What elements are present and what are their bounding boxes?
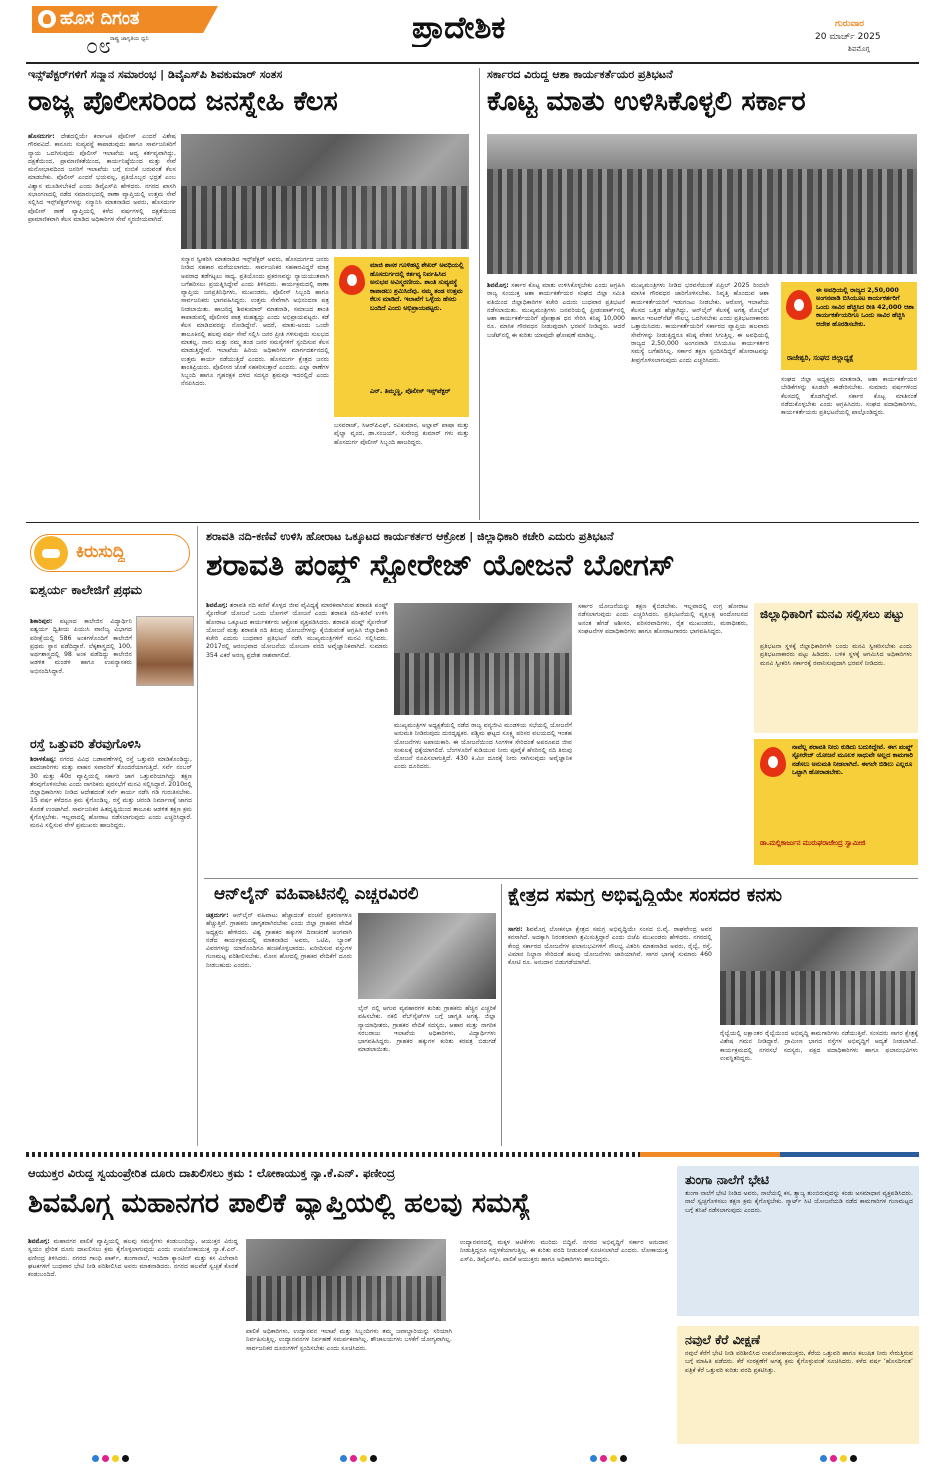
story6-kicker: ಆಯುಕ್ತರ ವಿರುದ್ಧ ಸ್ವಯಂಪ್ರೇರಿತ ದೂರು ದಾಖಲಿಸಲು ಕ್ರಮ : ಲೋಕಾಯುಕ್ತ ನ್ಯಾ.ಕೆ.ಎನ್. ಫಣೀಂದ್ರ: [28, 1166, 395, 1180]
story6-col1: [28, 1238, 238, 1440]
page-number: ೦೮: [86, 34, 111, 59]
registration-mark: [112, 1455, 119, 1462]
story2-col2: ಮುಖ್ಯಮಂತ್ರಿಗಳು ನೀಡಿದ ಭರವಸೆಯಂತೆ ಏಪ್ರಿಲ್ 2025 ರಿಂದಲೇ ಮಾಸಿಕ ಗೌರವಧನ ಜಾರಿಗೊಳಿಸಬೇಕು. ನಿವೃತ್ತಿ ಹೊಂದುವ ಆಶಾ ಕಾರ್ಯಕರ್ತೆಯರಿಗೆ ಇಡುಗಂಟು ನೀಡಬೇಕು. ಆರೋಗ್ಯ ಇಲಾಖೆಯ ಕೆಲಸದ ಒತ್ತಡ ಹೆಚ್ಚಾಗಿದ್ದು, ಆನ್‌ಲೈನ್ ಕೆಲಸಕ್ಕೆ ಅಗತ್ಯ ಮೊಬೈಲ್ ಹಾಗೂ ಇಂಟರ್‌ನೆಟ್ ಸೌಲಭ್ಯ ಒದಗಿಸಬೇಕು ಎಂದು ಪ್ರತಿಭಟನಾಕಾರರು ಒತ್ತಾಯಿಸಿದರು. ಕಾರ್ಯಕರ್ತೆಯರಿಗೆ ಸರ್ಕಾರದ ವ್ಯಾಪ್ತಿಯ ಹಲವಾರು ಸೇವೆಗಳನ್ನು ನೀಡುತ್ತಿದ್ದರೂ ಕನಿಷ್ಠ ವೇತನ ಸಿಗುತ್ತಿಲ್ಲ. ಈ ಅವಧಿಯಲ್ಲಿ ರಾಜ್ಯದ 2,50,000 ಅಂಗನವಾಡಿ ಬಿಸಿಯೂಟ ಕಾರ್ಯಕರ್ತರ ಸಮಸ್ಯೆ ಬಗೆಹರಿಸಿಲ್ಲ. ಸರ್ಕಾರ ತಕ್ಷಣ ಸ್ಪಂದಿಸದಿದ್ದರೆ ಹೋರಾಟವನ್ನು ತೀವ್ರಗೊಳಿಸಲಾಗುವುದು ಎಂದು ಎಚ್ಚರಿಸಿದರು.: [631, 282, 769, 364]
issue-city: ಶಿವಮೊಗ್ಗ: [848, 45, 870, 53]
story6-headline: ಶಿವಮೊಗ್ಗ ಮಹಾನಗರ ಪಾಲಿಕೆ ವ್ಯಾಪ್ತಿಯಲ್ಲಿ ಹಲವು ಸಮಸ್ಯೆ: [28, 1188, 531, 1219]
registration-mark: [350, 1455, 357, 1462]
quote-drop-icon: [760, 747, 786, 777]
story3-side-box: [754, 603, 918, 733]
story1-quote: ಮಾಜಿ ಶಾಸಕ ಗೂಳಿಹಟ್ಟಿ ಶೇಖರ್ ಅವಧಿಯಲ್ಲಿ ಹೊಸದುರ್ಗದಲ್ಲಿ ಕರ್ತವ್ಯ ನಿರ್ವಹಿಸಿದ ಅನುಭವ ಅವಿಸ್ಮರಣೀಯ. ಶಾಂತಿ ಸುವ್ಯವಸ್ಥೆ ಕಾಪಾಡಲು ಶ್ರಮಿಸಿದೆವು. ನಮ್ಮ ತಂಡ ಉತ್ತಮ ಕೆಲಸ ಮಾಡಿದೆ. ಇಲಾಖೆಗೆ ಒಳ್ಳೆಯ ಹೆಸರು ಬಂದಿದೆ ಎಂದು ಅಭಿಪ್ರಾಯಪಟ್ಟರು.: [370, 261, 464, 312]
brief-item1-body: [30, 618, 132, 726]
story5-col1: [508, 926, 712, 1146]
logo-text: ಹೊಸ ದಿಗಂತ: [60, 8, 140, 29]
row-divider: [26, 522, 919, 523]
story6-box2: [677, 1326, 919, 1444]
story6-dateline: ಶಿವಮೊಗ್ಗ:: [28, 1238, 50, 1245]
registration-mark: [590, 1455, 597, 1462]
registration-mark: [620, 1455, 627, 1462]
registration-mark: [830, 1455, 837, 1462]
story6-photo-left: [246, 1239, 446, 1321]
story6-col3: ಉದ್ಯಾನವನದಲ್ಲಿ ಮಕ್ಕಳ ಆಟಿಕೆಗಳು ಮುರಿದು ಬಿದ್ದಿವೆ. ನಗರದ ಅಭಿವೃದ್ಧಿಗೆ ಸರ್ಕಾರ ಅನುದಾನ ನೀಡುತ್ತಿದ್ದರೂ ಸದ್ಬಳಕೆಯಾಗುತ್ತಿಲ್ಲ. ಈ ಕುರಿತು ವರದಿ ನೀಡುವಂತೆ ಸೂಚಿಸಲಾಗಿದೆ ಎಂದರು. ಲೋಕಾಯುಕ್ತ ಎಸ್‌ಪಿ, ಡಿವೈಎಸ್‌ಪಿ, ಪಾಲಿಕೆ ಆಯುಕ್ತರು ಹಾಗೂ ಅಧಿಕಾರಿಗಳು ಹಾಜರಿದ್ದರು.: [460, 1239, 668, 1263]
registration-mark: [102, 1455, 109, 1462]
brief-item2-body: [30, 756, 192, 1141]
registration-mark: [610, 1455, 617, 1462]
logo-tagline: ರಾಷ್ಟ್ರ ಜಾಗೃತಿಯ ಧ್ವನಿ: [110, 36, 149, 42]
story3-col1-text: ಶರಾವತಿ ನದಿ ಕಣಿವೆ ಕೊಳ್ಳದ ಜೀವ ವೈವಿಧ್ಯಕ್ಕೆ ಮಾರಕವಾಗಿರುವ ಶರಾವತಿ ಪಂಪ್ಡ್ ಸ್ಟೋರೇಜ್ ಯೋಜನೆ ಒಂದು ಬೋಗಸ್ ಯೋಜನೆ ಎಂದು ಶರಾವತಿ ನದಿ-ಕಣಿವೆ ಉಳಿಸಿ ಹೋರಾಟ ಒಕ್ಕೂಟದ ಕಾರ್ಯಕರ್ತರು ಆಕ್ರೋಶ ವ್ಯಕ್ತಪಡಿಸಿದರು. ಶರಾವತಿ ಪಂಪ್ಡ್ ಸ್ಟೋರೇಜ್ ಯೋಜನೆ ಮತ್ತು ಶರಾವತಿ ನದಿ ತಿರುವು ಯೋಜನೆಗಳನ್ನು ಕೈಬಿಡುವಂತೆ ಆಗ್ರಹಿಸಿ ಜಿಲ್ಲಾಧಿಕಾರಿ ಕಚೇರಿ ಎದುರು ಬುಧವಾರ ಪ್ರತಿಭಟನೆ ನಡೆಸಿ ಮುಖ್ಯಮಂತ್ರಿಗಳಿಗೆ ಮನವಿ ಸಲ್ಲಿಸಿದರು. 2017ರಲ್ಲಿ ಆರಂಭವಾದ ಯೋಜನೆಯ ಯೋಜನಾ ವರದಿ ಅವೈಜ್ಞಾನಿಕವಾಗಿದೆ. ಸುಮಾರು 354 ಎಕರೆ ಅರಣ್ಯ ಪ್ರದೇಶ ನಾಶವಾಗಲಿದೆ.: [206, 602, 388, 659]
story3-box-title: ಜಿಲ್ಲಾಧಿಕಾರಿಗೆ ಮನವಿ ಸಲ್ಲಿಸಲು ಪಟ್ಟು: [760, 607, 905, 621]
section-title: ಪ್ರಾದೇಶಿಕ: [412, 10, 506, 46]
story6-box2-title: ನವುಲೆ ಕೆರೆ ವೀಕ್ಷಣೆ: [685, 1332, 761, 1347]
story2-headline: ಕೊಟ್ಟ ಮಾತು ಉಳಿಸಿಕೊಳ್ಳಲಿ ಸರ್ಕಾರ: [487, 86, 806, 117]
quote-drop-icon: [786, 290, 812, 320]
story6-box1-title: ತುಂಗಾ ನಾಲೆಗೆ ಭೇಟಿ: [685, 1172, 770, 1187]
story4-photo: [358, 913, 496, 999]
story4-col2: ಲೈನ್ ನಲ್ಲಿ ಆಗುವ ವ್ಯವಹಾರಗಳ ಕುರಿತು ಗ್ರಾಹಕರು ಹೆಚ್ಚಿನ ಎಚ್ಚರಿಕೆ ವಹಿಸಬೇಕು. ನಕಲಿ ವೆಬ್‌ಸೈಟ್‌ಗಳ ಬಗ್ಗೆ ಜಾಗೃತಿ ಅಗತ್ಯ. ಜಿಲ್ಲಾ ನ್ಯಾಯಾಧೀಶರು, ಗ್ರಾಹಕರ ವೇದಿಕೆ ಸದಸ್ಯರು, ಆಹಾರ ಮತ್ತು ನಾಗರಿಕ ಸರಬರಾಜು ಇಲಾಖೆಯ ಅಧಿಕಾರಿಗಳು, ವಿದ್ಯಾರ್ಥಿಗಳು ಭಾಗವಹಿಸಿದ್ದರು. ಗ್ರಾಹಕರ ಹಕ್ಕುಗಳ ಕುರಿತು ಕರಪತ್ರ ಬಿಡುಗಡೆ ಮಾಡಲಾಯಿತು.: [358, 1005, 496, 1054]
story6-col2: ಪಾಲಿಕೆ ಅಧಿಕಾರಿಗಳು, ಉದ್ಯಾನವನ ಇಲಾಖೆ ಮತ್ತು ಸಿಬ್ಬಂದಿಗಳು ತಮ್ಮ ಜವಾಬ್ದಾರಿಯನ್ನು ಸರಿಯಾಗಿ ನಿರ್ವಹಿಸುತ್ತಿಲ್ಲ. ಉದ್ಯಾನವನಗಳ ನಿರ್ವಹಣೆ ಸಮರ್ಪಕವಾಗಿಲ್ಲ. ಶೌಚಾಲಯಗಳು ಬಳಕೆಗೆ ಯೋಗ್ಯವಾಗಿಲ್ಲ. ಸಾರ್ವಜನಿಕರ ದೂರುಗಳಿಗೆ ಸ್ಪಂದಿಸಬೇಕು ಎಂದು ಸೂಚಿಸಿದರು.: [246, 1328, 452, 1352]
brief-label: ಕಿರುಸುದ್ದಿ: [76, 542, 126, 562]
story1-kicker: ಇನ್ಸ್‌ಪೆಕ್ಟರ್‌ಗಳಿಗೆ ಸನ್ಮಾನ ಸಮಾರಂಭ | ಡಿವೈಎಸ್‌ಪಿ ಶಿವಕುಮಾರ್ ಸಂತಸ: [28, 68, 283, 81]
story5-dateline: ಸಾಗರ:: [508, 926, 523, 933]
registration-mark: [92, 1455, 99, 1462]
story4-headline: ಆನ್‌ಲೈನ್ ವಹಿವಾಟಿನಲ್ಲಿ ಎಚ್ಚರವಿರಲಿ: [214, 884, 419, 904]
story5-headline: ಕ್ಷೇತ್ರದ ಸಮಗ್ರ ಅಭಿವೃದ್ಧಿಯೇ ಸಂಸದರ ಕನಸು: [508, 884, 783, 906]
registration-mark: [850, 1455, 857, 1462]
story6-col1-text: ಮಹಾನಗರ ಪಾಲಿಕೆ ವ್ಯಾಪ್ತಿಯಲ್ಲಿ ಹಲವು ಸಮಸ್ಯೆಗಳು ಕಂಡುಬಂದಿದ್ದು, ಆಯುಕ್ತರ ವಿರುದ್ಧ ಸ್ವಯಂ ಪ್ರೇರಿತ ದೂರು ದಾಖಲಿಸಲು ಕ್ರಮ ಕೈಗೊಳ್ಳಲಾಗುವುದು ಎಂದು ಉಪಲೋಕಾಯುಕ್ತ ನ್ಯಾ.ಕೆ.ಎನ್. ಫಣೀಂದ್ರ ತಿಳಿಸಿದರು. ನಗರದ ಗಾಂಧಿ ಪಾರ್ಕ್, ತುಂಗಾನಾಲೆ, ಇಂದಿರಾ ಕ್ಯಾಂಟೀನ್ ಮತ್ತು ಕಸ ವಿಲೇವಾರಿ ಘಟಕಗಳಿಗೆ ಬುಧವಾರ ಭೇಟಿ ನೀಡಿ ಪರಿಶೀಲಿಸಿದ ಅವರು ಮಾತನಾಡಿದರು. ನಗರದ ಹಲವೆಡೆ ಸ್ವಚ್ಛತೆ ಕೊರತೆ ಕಂಡುಬಂದಿದೆ.: [28, 1238, 238, 1279]
brief-item2-dateline: ಶಿರಾಳಕೊಪ್ಪ:: [30, 756, 57, 763]
registration-mark: [820, 1455, 827, 1462]
story1-caption: ಬಸವರಾಜ್, ಸಿಆರ್‌ಪಿಎಫ್, ರವಿಕುಮಾರ, ಅಲ್ಲಾವ್ ಪಾಷಾ ಮತ್ತು ಪೈಲ್ವಾ ವೃಂದ, ಡಾ.ಸಂಜಯ್, ಸುರೇಂದ್ರ ಕುಮಾರ್ ಗಳು ಮತ್ತು ಹೊಸದುರ್ಗ ಪೊಲೀಸ್ ಸಿಬ್ಬಂದಿ ಹಾಜರಿದ್ದರು.: [334, 422, 469, 446]
brief-item1-photo: [136, 616, 194, 686]
quote-drop-icon: [339, 265, 365, 295]
story3-dateline: ಶಿವಮೊಗ್ಗ:: [206, 602, 228, 609]
story1-photo: [181, 134, 469, 249]
story3-headline: ಶರಾವತಿ ಪಂಪ್ಡ್ ಸ್ಟೋರೇಜ್ ಯೋಜನೆ ಬೋಗಸ್: [206, 548, 675, 583]
story1-headline: ರಾಜ್ಯ ಪೊಲೀಸರಿಂದ ಜನಸ್ನೇಹಿ ಕೆಲಸ: [28, 86, 338, 117]
registration-mark: [370, 1455, 377, 1462]
registration-mark: [840, 1455, 847, 1462]
story3-quote-by: ಡಾ.ಮಲ್ಲಿಕಾರ್ಜುನ ಮುರುಘರಾಜೇಂದ್ರ ಸ್ವಾಮೀಜಿ: [760, 839, 866, 847]
story2-col1: [487, 282, 625, 518]
story4-col1: [206, 912, 352, 1146]
color-strip-orange: [640, 1152, 780, 1157]
story3-col2: ಮುಖ್ಯಮಂತ್ರಿಗಳ ಅಧ್ಯಕ್ಷತೆಯಲ್ಲಿ ನಡೆದ ರಾಜ್ಯ ವನ್ಯಜೀವಿ ಮಂಡಳಿಯ ಸಭೆಯಲ್ಲಿ ಯೋಜನೆಗೆ ಅನುಮತಿ ನೀಡಿರುವುದು ದುರದೃಷ್ಟಕರ. ಪಶ್ಚಿಮ ಘಟ್ಟದ ಸೂಕ್ಷ್ಮ ಪರಿಸರ ವಲಯದಲ್ಲಿ ಇಂತಹ ಯೋಜನೆಗಳು ಅಪಾಯಕಾರಿ. ಈ ಯೋಜನೆಯಿಂದ ಸಿಂಗಳೀಕ ಸೇರಿದಂತೆ ಅಪರೂಪದ ಜೀವ ಸಂಕುಲಕ್ಕೆ ಧಕ್ಕೆಯಾಗಲಿದೆ. ಬೆಂಗಳೂರಿಗೆ ಕುಡಿಯುವ ನೀರು ಪೂರೈಕೆ ಹೆಸರಿನಲ್ಲಿ ನದಿ ತಿರುವು ಯೋಜನೆ ರೂಪಿಸಲಾಗುತ್ತಿದೆ. 430 ಕಿ.ಮೀ ದೂರಕ್ಕೆ ನೀರು ಸಾಗಿಸುವುದು ಅವೈಜ್ಞಾನಿಕ ಎಂದು ದೂರಿದರು.: [394, 722, 572, 771]
story3-col3: ಸರ್ಕಾರ ಯೋಜನೆಯನ್ನು ತಕ್ಷಣ ಕೈಬಿಡಬೇಕು. ಇಲ್ಲವಾದಲ್ಲಿ ಉಗ್ರ ಹೋರಾಟ ನಡೆಸಲಾಗುವುದು ಎಂದು ಎಚ್ಚರಿಸಿದರು. ಪ್ರತಿಭಟನೆಯಲ್ಲಿ ವೃಕ್ಷಲಕ್ಷ ಆಂದೋಲನದ ಅನಂತ ಹೆಗಡೆ ಅಶೀಸರ, ಪರಿಸರವಾದಿಗಳು, ರೈತ ಮುಖಂಡರು, ಮಠಾಧೀಶರು, ಸಂಘಟನೆಗಳ ಪದಾಧಿಕಾರಿಗಳು ಹಾಗೂ ಹೋರಾಟಗಾರರು ಭಾಗವಹಿಸಿದ್ದರು.: [578, 603, 748, 635]
story5-col1-text: ಶಿವಮೊಗ್ಗ ಲೋಕಸಭಾ ಕ್ಷೇತ್ರದ ಸಮಗ್ರ ಅಭಿವೃದ್ಧಿಯೇ ಸಂಸದ ಬಿ.ವೈ. ರಾಘವೇಂದ್ರ ಅವರ ಕನಸಾಗಿದೆ. ಅದಕ್ಕಾಗಿ ನಿರಂತರವಾಗಿ ಶ್ರಮಿಸುತ್ತಿದ್ದಾರೆ ಎಂದು ಬಿಜೆಪಿ ಮುಖಂಡರು ಹೇಳಿದರು. ನಗರದಲ್ಲಿ ಕೇಂದ್ರ ಸರ್ಕಾರದ ಯೋಜನೆಗಳ ಫಲಾನುಭವಿಗಳಿಗೆ ಸೌಲಭ್ಯ ವಿತರಿಸಿ ಮಾತನಾಡಿದ ಅವರು, ರೈಲ್ವೆ, ರಸ್ತೆ, ವಿಮಾನ ನಿಲ್ದಾಣ ಸೇರಿದಂತೆ ಹಲವು ಯೋಜನೆಗಳು ಜಾರಿಯಾಗಿವೆ. ಸಾಗರ ಭಾಗಕ್ಕೆ ಸುಮಾರು 460 ಕೋಟಿ ರೂ. ಅನುದಾನ ಬಿಡುಗಡೆಯಾಗಿದೆ.: [508, 926, 712, 967]
story1-quote-box: [334, 257, 469, 417]
story1-col1: [28, 133, 176, 518]
col-divider: [479, 68, 480, 520]
story3-kicker: ಶರಾವತಿ ನದಿ-ಕಣಿವೆ ಉಳಿಸಿ ಹೋರಾಟ ಒಕ್ಕೂಟದ ಕಾರ್ಯಕರ್ತರ ಆಕ್ರೋಶ | ಜಿಲ್ಲಾಧಿಕಾರಿ ಕಚೇರಿ ಎದುರು ಪ್ರತಿಭಟನೆ: [206, 530, 614, 543]
story1-dateline: ಹೊಸದುರ್ಗ:: [28, 133, 55, 140]
color-strip-blue: [780, 1152, 919, 1157]
brief-item2-text: ನಗರದ ವಿವಿಧ ಬಡಾವಣೆಗಳಲ್ಲಿ ರಸ್ತೆ ಒತ್ತುವರಿ ಮಾಡಿಕೊಂಡಿದ್ದು, ಪಾದಚಾರಿಗಳು ಮತ್ತು ವಾಹನ ಸವಾರರಿಗೆ ತೊಂದರೆಯಾಗುತ್ತಿದೆ. ಸರ್ವೆ ನಂಬರ್ 30 ಮತ್ತು 40ರ ವ್ಯಾಪ್ತಿಯಲ್ಲಿ ಸರ್ಕಾರಿ ಜಾಗ ಒತ್ತುವರಿಯಾಗಿದ್ದು ತಕ್ಷಣ ತೆರವುಗೊಳಿಸಬೇಕು ಎಂದು ನಾಗರಿಕರು ಪುರಸಭೆಗೆ ಮನವಿ ಸಲ್ಲಿಸಿದ್ದಾರೆ. 2010ರಲ್ಲಿ ಜಿಲ್ಲಾಧಿಕಾರಿಗಳು ನೀಡಿದ ಆದೇಶದಂತೆ ಸರ್ವೆ ಕಾರ್ಯ ನಡೆಸಿ ಗಡಿ ಗುರುತಿಸಬೇಕು. 15 ವರ್ಷ ಕಳೆದರೂ ಕ್ರಮ ಕೈಗೊಂಡಿಲ್ಲ. ರಸ್ತೆ ಮತ್ತು ಚರಂಡಿ ನಿರ್ಮಾಣಕ್ಕೆ ಜಾಗದ ಕೊರತೆ ಉಂಟಾಗಿದೆ. ಸಾರ್ವಜನಿಕರ ಹಿತದೃಷ್ಟಿಯಿಂದ ತಾಲೂಕು ಆಡಳಿತ ತಕ್ಷಣ ಕ್ರಮ ಕೈಗೊಳ್ಳಬೇಕು. ಇಲ್ಲವಾದಲ್ಲಿ ಹೋರಾಟ ನಡೆಸಲಾಗುವುದು ಎಂದು ಎಚ್ಚರಿಸಿದ್ದಾರೆ. ಮನವಿ ಸಲ್ಲಿಸುವ ವೇಳೆ ಪ್ರಮುಖರು ಹಾಜರಿದ್ದರು.: [30, 756, 192, 830]
brief-box: [26, 526, 198, 1146]
story3-col1: [206, 602, 388, 870]
story2-dateline: ಶಿವಮೊಗ್ಗ:: [487, 282, 509, 289]
story3-box-text: ಪ್ರತಿಭಟನಾ ಸ್ಥಳಕ್ಕೆ ಜಿಲ್ಲಾಧಿಕಾರಿಗಳೇ ಬಂದು ಮನವಿ ಸ್ವೀಕರಿಸಬೇಕು ಎಂದು ಪ್ರತಿಭಟನಾಕಾರರು ಪಟ್ಟು ಹಿಡಿದರು. ಬಳಿಕ ಸ್ಥಳಕ್ಕೆ ಆಗಮಿಸಿದ ಅಧಿಕಾರಿಗಳು ಮನವಿ ಸ್ವೀಕರಿಸಿ ಸರ್ಕಾರಕ್ಕೆ ರವಾನಿಸುವುದಾಗಿ ಭರವಸೆ ನೀಡಿದರು.: [760, 643, 912, 667]
story2-col1-text: ಸರ್ಕಾರ ಕೊಟ್ಟ ಮಾತು ಉಳಿಸಿಕೊಳ್ಳಬೇಕು ಎಂದು ಆಗ್ರಹಿಸಿ ರಾಜ್ಯ ಸಂಯುಕ್ತ ಆಶಾ ಕಾರ್ಯಕರ್ತೆಯರ ಸಂಘದ ಜಿಲ್ಲಾ ಸಮಿತಿ ವತಿಯಿಂದ ಜಿಲ್ಲಾಧಿಕಾರಿಗಳ ಕಚೇರಿ ಎದುರು ಬುಧವಾರ ಪ್ರತಿಭಟನೆ ನಡೆಸಲಾಯಿತು. ಮುಖ್ಯಮಂತ್ರಿಗಳು ಜನವರಿಯಲ್ಲಿ ಫ್ರೀಡಂಪಾರ್ಕ್‌ನಲ್ಲಿ ಆಶಾ ಕಾರ್ಯಕರ್ತೆಯರಿಗೆ ಪ್ರೋತ್ಸಾಹ ಧನ ಸೇರಿಸಿ ಕನಿಷ್ಠ 10,000 ರೂ. ಮಾಸಿಕ ಗೌರವಧನ ನೀಡುವುದಾಗಿ ಭರವಸೆ ನೀಡಿದ್ದರು. ಆದರೆ ಬಜೆಟ್‌ನಲ್ಲಿ ಈ ಕುರಿತು ಯಾವುದೇ ಘೋಷಣೆ ಮಾಡಿಲ್ಲ.: [487, 282, 625, 339]
story2-quote: ಈ ಅವಧಿಯಲ್ಲಿ ರಾಜ್ಯದ 2,50,000 ಅಂಗನವಾಡಿ ಬಿಸಿಯೂಟ ಕಾರ್ಯಕರ್ತರಿಗೆ ಒಂದು ಸಾವಿರ ಹೆಚ್ಚಿಸಿದ ರೀತಿ 42,000 ಆಶಾ ಕಾರ್ಯಕರ್ತೆಯರಿಗೂ ಒಂದು ಸಾವಿರ ಹೆಚ್ಚಿಸಿ ಆದೇಶ ಹೊರಡಿಸಬೇಕು.: [816, 286, 914, 328]
story1-quote-by: ಎನ್. ತಿಮ್ಮಣ್ಣ, ಪೊಲೀಸ್ ಇನ್ಸ್‌ಪೆಕ್ಟರ್: [370, 387, 451, 395]
story2-quote-box: [781, 282, 917, 370]
story1-col1-text: ದೇಶದಲ್ಲಿಯೇ ಕರ್ನಾಟಕ ಪೊಲೀಸ್ ಎಂದರೆ ವಿಶೇಷ ಗೌರವವಿದೆ. ಕಾನೂನು ಸುವ್ಯವಸ್ಥೆ ಕಾಪಾಡುವುದು ಹಾಗೂ ಸಾರ್ವಜನಿಕರಿಗೆ ನ್ಯಾಯ ಒದಗಿಸುವುದು ಪೊಲೀಸ್ ಇಲಾಖೆಯ ಆದ್ಯ ಕರ್ತವ್ಯವಾಗಿದ್ದು, ದಕ್ಷತೆಯಿಂದ, ಪ್ರಾಮಾಣಿಕತೆಯಿಂದ, ಕಾರ್ಯನಿಷ್ಠೆಯಿಂದ ಮತ್ತು ಸೇವೆ ಮನೋಭಾವದಿಂದ ಜನರಿಗೆ ಇಲಾಖೆಯ ಬಗ್ಗೆ ನಂಬಿಕೆ ಬರುವಂತೆ ಕೆಲಸ ಮಾಡಬೇಕು. ಪೊಲೀಸ್ ಎಂದರೆ ಭಯವಲ್ಲ, ಪ್ರತಿಯೊಬ್ಬರ ಭದ್ರತೆ ಎಂಬ ವಿಶ್ವಾಸ ಮೂಡಿಸಬೇಕಿದೆ ಎಂದು ಡಿವೈಎಸ್‌ಪಿ ಹೇಳಿದರು. ನಗರದ ಖಾಸಗಿ ಸಭಾಂಗಣದಲ್ಲಿ ನಡೆದ ಸಮಾರಂಭದಲ್ಲಿ ಠಾಣಾ ವ್ಯಾಪ್ತಿಯಲ್ಲಿ ಉತ್ತಮ ಸೇವೆ ಸಲ್ಲಿಸಿದ ಇನ್ಸ್‌ಪೆಕ್ಟರ್‌ಗಳನ್ನು ಸನ್ಮಾನಿಸಿ ಮಾತನಾಡಿದ ಅವರು, ಹೊಸದುರ್ಗ ಪೊಲೀಸ್ ಠಾಣೆ ವ್ಯಾಪ್ತಿಯಲ್ಲಿ ಕಳೆದ ವರ್ಷಗಳಲ್ಲಿ ದಕ್ಷತೆಯಿಂದ ಪ್ರಾಮಾಣಿಕವಾಗಿ ಕೆಲಸ ಮಾಡಿದ ಅಧಿಕಾರಿಗಳ ಸೇವೆ ಸ್ಮರಣೀಯವಾಗಿದೆ.: [28, 133, 176, 223]
row-divider: [204, 878, 918, 879]
story2-col4: ಸಂಘದ ಜಿಲ್ಲಾ ಅಧ್ಯಕ್ಷರು ಮಾತನಾಡಿ, ಆಶಾ ಕಾರ್ಯಕರ್ತೆಯರ ಬೇಡಿಕೆಗಳನ್ನು ಕೂಡಲೇ ಈಡೇರಿಸಬೇಕು. ಸುಮಾರು ವರ್ಷಗಳಿಂದ ಕೆಲಸದಲ್ಲಿ ತೊಡಗಿದ್ದೇವೆ. ಸರ್ಕಾರ ಕೊಟ್ಟ ಮಾತಿನಂತೆ ನಡೆದುಕೊಳ್ಳಬೇಕು ಎಂದು ಆಗ್ರಹಿಸಿದರು. ಸಂಘದ ಪದಾಧಿಕಾರಿಗಳು, ಕಾರ್ಯಕರ್ತೆಯರು ಪ್ರತಿಭಟನೆಯಲ್ಲಿ ಪಾಲ್ಗೊಂಡಿದ್ದರು.: [781, 376, 917, 417]
story6-box2-text: ನವುಲೆ ಕೆರೆಗೆ ಭೇಟಿ ನೀಡಿ ಪರಿಶೀಲಿಸಿದ ಉಪಲೋಕಾಯುಕ್ತರು, ಕೆರೆಯ ಒತ್ತುವರಿ ಹಾಗೂ ಕಲುಷಿತ ನೀರು ಸೇರುತ್ತಿರುವ ಬಗ್ಗೆ ಮಾಹಿತಿ ಪಡೆದರು. ಕೆರೆ ಸಂರಕ್ಷಣೆಗೆ ಅಗತ್ಯ ಕ್ರಮ ಕೈಗೊಳ್ಳುವಂತೆ ಸೂಚಿಸಿದರು. ಕಳೆದ ವರ್ಷ ‘ಹೊಸದಿಗಂತ’ ಪತ್ರಿಕೆ ಕೆರೆ ಒತ್ತುವರಿ ಕುರಿತು ವರದಿ ಪ್ರಕಟಿಸಿತ್ತು.: [685, 1350, 913, 1374]
logo-icon: [38, 10, 56, 28]
brief-item1-text: ಪಟ್ಟಣದ ಕಾಲೇಜಿನ ವಿದ್ಯಾರ್ಥಿನಿ ಐಶ್ವರ್ಯ ದ್ವಿತೀಯ ಪಿಯುಸಿ ವಾಣಿಜ್ಯ ವಿಭಾಗದ ಪರೀಕ್ಷೆಯಲ್ಲಿ 586 ಅಂಕಗಳೊಂದಿಗೆ ಕಾಲೇಜಿಗೆ ಪ್ರಥಮ ಸ್ಥಾನ ಪಡೆದಿದ್ದಾರೆ. ಲೆಕ್ಕಶಾಸ್ತ್ರದಲ್ಲಿ 100, ಅರ್ಥಶಾಸ್ತ್ರದಲ್ಲಿ 98 ಅಂಕ ಪಡೆದಿದ್ದು ಕಾಲೇಜಿನ ಆಡಳಿತ ಮಂಡಳಿ ಹಾಗೂ ಉಪನ್ಯಾಸಕರು ಅಭಿನಂದಿಸಿದ್ದಾರೆ.: [30, 618, 132, 675]
story5-col2: ರೈಲ್ವೆಯಲ್ಲಿ ಲಕ್ಷಾಂತರ ರೈಲ್ವೆಯಿಂದ ಅಭಿವೃದ್ಧಿ ಕಾಮಗಾರಿಗಳು ನಡೆಯುತ್ತಿವೆ. ಸಂಸದರು ಸಾಗರ ಕ್ಷೇತ್ರಕ್ಕೆ ವಿಶೇಷ ಗಮನ ನೀಡಿದ್ದಾರೆ. ಗ್ರಾಮೀಣ ಭಾಗದ ರಸ್ತೆಗಳ ಅಭಿವೃದ್ಧಿಗೆ ಆದ್ಯತೆ ನೀಡಲಾಗಿದೆ. ಕಾರ್ಯಕ್ರಮದಲ್ಲಿ ನಗರಸಭೆ ಸದಸ್ಯರು, ಪಕ್ಷದ ಪದಾಧಿಕಾರಿಗಳು ಹಾಗೂ ಫಲಾನುಭವಿಗಳು ಉಪಸ್ಥಿತರಿದ್ದರು.: [720, 1030, 918, 1062]
issue-date: 20 ಮಾರ್ಚ್ 2025: [815, 32, 881, 42]
masthead-rule: [26, 62, 919, 64]
story1-col2: ಸನ್ಮಾನ ಸ್ವೀಕರಿಸಿ ಮಾತನಾಡಿದ ಇನ್ಸ್‌ಪೆಕ್ಟರ್ ಅವರು, ಹೊಸದುರ್ಗದ ಜನರು ನೀಡಿದ ಸಹಕಾರ ಮರೆಯಲಾಗದು. ಸಾರ್ವಜನಿಕರ ಸಹಕಾರವಿದ್ದರೆ ಮಾತ್ರ ಅಪರಾಧ ತಡೆಗಟ್ಟಲು ಸಾಧ್ಯ. ಪ್ರತಿಯೊಂದು ಪ್ರಕರಣವನ್ನು ನ್ಯಾಯಯುತವಾಗಿ ಬಗೆಹರಿಸಲು ಪ್ರಯತ್ನಿಸಿದ್ದೇವೆ ಎಂದು ತಿಳಿಸಿದರು. ಕಾರ್ಯಕ್ರಮದಲ್ಲಿ ಠಾಣಾ ವ್ಯಾಪ್ತಿಯ ಜನಪ್ರತಿನಿಧಿಗಳು, ಮುಖಂಡರು, ಪೊಲೀಸ್ ಸಿಬ್ಬಂದಿ ಹಾಗೂ ಸಾರ್ವಜನಿಕರು ಭಾಗವಹಿಸಿದ್ದರು. ಉತ್ತಮ ಸೇವೆಗಾಗಿ ಅಭಿನಂದನಾ ಪತ್ರ ನೀಡಲಾಯಿತು. ಹಾಜರಿದ್ದ ಶಿವಕುಮಾರ್ ಮಾತನಾಡಿ, ಸಮಾಜದ ಶಾಂತಿ ಕಾಪಾಡುವಲ್ಲಿ ಪೊಲೀಸರ ಪಾತ್ರ ಮಹತ್ವದ್ದು ಎಂದು ಅಭಿಪ್ರಾಯಪಟ್ಟರು. ಕಡೆ ಕೆಲಸ ಮಾಡಿದವರನ್ನು ನೋಡಿದ್ದೇನೆ. ಆದರೆ, ಮಾತು-ಅಂದು ಒಂದೇ ತಾಲೂಕಿನಲ್ಲಿ ಹಲವು ವರ್ಷ ಸೇವೆ ಸಲ್ಲಿಸಿ ಜನರ ಪ್ರೀತಿ ಗಳಿಸುವುದು ಸುಲಭದ ಮಾತಲ್ಲ. ನಾನು ಮತ್ತು ನಮ್ಮ ತಂಡ ಜನರ ಸಮಸ್ಯೆಗಳಿಗೆ ಸ್ಪಂದಿಸುವ ಕೆಲಸ ಮಾಡುತ್ತಿದ್ದೇವೆ. ಇಲಾಖೆಯ ಹಿರಿಯ ಅಧಿಕಾರಿಗಳ ಮಾರ್ಗದರ್ಶನದಲ್ಲಿ ಉತ್ತಮ ಕಾರ್ಯ ನಡೆಯುತ್ತಿದೆ ಎಂದರು. ಹೊಸದುರ್ಗ ಕ್ಷೇತ್ರದ ಜನರು ಶಾಂತಿಪ್ರಿಯರು. ಪೊಲೀಸರ ಜೊತೆ ಸಹಕರಿಸುತ್ತಾರೆ ಎಂದರು. ಎಲ್ಲಾ ಠಾಣೆಗಳ ಸಿಬ್ಬಂದಿ ಹಾಗೂ ಗೃಹರಕ್ಷಕ ದಳದ ಸದಸ್ಯರ ಶ್ರಮವೂ ಇದರಲ್ಲಿದೆ ಎಂದು ನೆನಪಿಸಿದರು.: [181, 256, 329, 388]
brief-item1-dateline: ಶಿಕಾರಿಪುರ:: [30, 618, 53, 625]
col-divider: [501, 884, 502, 1146]
pointing-hand-icon: [34, 536, 68, 570]
registration-mark: [122, 1455, 129, 1462]
brief-item2-title: ರಸ್ತೆ ಒತ್ತುವರಿ ತೆರವುಗೊಳಿಸಿ: [30, 736, 141, 751]
story2-photo: [487, 134, 917, 274]
story6-box1-text: ತುಂಗಾ ನಾಲೆಗೆ ಭೇಟಿ ನೀಡಿದ ಅವರು, ನಾಲೆಯಲ್ಲಿ ಕಸ, ತ್ಯಾಜ್ಯ ತುಂಬಿರುವುದನ್ನು ಕಂಡು ಅಸಮಾಧಾನ ವ್ಯಕ್ತಪಡಿಸಿದರು. ನಾಲೆ ಸ್ವಚ್ಛಗೊಳಿಸಲು ತಕ್ಷಣ ಕ್ರಮ ಕೈಗೊಳ್ಳಬೇಕು. ಸ್ಮಾರ್ಟ್ ಸಿಟಿ ಯೋಜನೆಯಡಿ ನಡೆದ ಕಾಮಗಾರಿಗಳ ಗುಣಮಟ್ಟದ ಬಗ್ಗೆ ತನಿಖೆ ನಡೆಸಲಾಗುವುದು ಎಂದರು.: [685, 1190, 913, 1214]
brief-item1-title: ಐಶ್ವರ್ಯ ಕಾಲೇಜಿಗೆ ಪ್ರಥಮ: [30, 582, 143, 597]
story2-quote-by: ರಾಜೇಶ್ವರಿ, ಸಂಘದ ಜಿಲ್ಲಾಧ್ಯಕ್ಷೆ: [787, 354, 854, 362]
registration-mark: [360, 1455, 367, 1462]
story4-col1-text: ಆನ್‌ಲೈನ್ ವಹಿವಾಟು ಹೆಚ್ಚಾದಂತೆ ವಂಚನೆ ಪ್ರಕರಣಗಳೂ ಹೆಚ್ಚುತ್ತಿವೆ. ಗ್ರಾಹಕರು ಜಾಗೃತರಾಗಿರಬೇಕು ಎಂದು ಜಿಲ್ಲಾ ಗ್ರಾಹಕರ ವೇದಿಕೆ ಅಧ್ಯಕ್ಷರು ಹೇಳಿದರು. ವಿಶ್ವ ಗ್ರಾಹಕರ ಹಕ್ಕುಗಳ ದಿನಾಚರಣೆ ಅಂಗವಾಗಿ ನಡೆದ ಕಾರ್ಯಕ್ರಮದಲ್ಲಿ ಮಾತನಾಡಿದ ಅವರು, ಒಟಿಪಿ, ಬ್ಯಾಂಕ್ ವಿವರಗಳನ್ನು ಯಾರೊಂದಿಗೂ ಹಂಚಿಕೊಳ್ಳಬಾರದು. ಖರೀದಿಸುವ ವಸ್ತುಗಳ ಗುಣಮಟ್ಟ ಪರಿಶೀಲಿಸಬೇಕು. ಮೋಸ ಹೋದಲ್ಲಿ ಗ್ರಾಹಕರ ವೇದಿಕೆಗೆ ದೂರು ನೀಡಬಹುದು ಎಂದರು.: [206, 912, 352, 969]
registration-mark: [600, 1455, 607, 1462]
story2-kicker: ಸರ್ಕಾರದ ವಿರುದ್ಧ ಆಶಾ ಕಾರ್ಯಕರ್ತೆಯರ ಪ್ರತಿಭಟನೆ: [487, 68, 673, 81]
issue-day: ಗುರುವಾರ: [835, 19, 865, 29]
story3-quote: ನಾವೆಲ್ಲ ಶರಾವತಿ ನೀರು ಕುಡಿದು ಬದುಕಿದ್ದೇವೆ. ಈಗ ಪಂಪ್ಡ್ ಸ್ಟೋರೇಜ್ ಯೋಜನೆ ಮೂಲಕ ಸಾಧುವೇ ಅಲ್ಲದ ಕಾಮಗಾರಿ ನಡೆಸಲು ಅನುಮತಿ ನೀಡಲಾಗಿದೆ. ಈಗಲೇ ಬಿಡಿಲು ಎಲ್ಲರೂ ಒಟ್ಟಾಗಿ ಹೋರಾಡಬೇಕು.: [792, 743, 913, 777]
story5-photo: [720, 927, 918, 1025]
story3-photo: [394, 603, 572, 715]
story4-dateline: ಚಿತ್ರದುರ್ಗ:: [206, 912, 229, 919]
masthead: [0, 0, 945, 62]
registration-mark: [340, 1455, 347, 1462]
story6-box1: [677, 1166, 919, 1316]
story3-quote-box: [754, 739, 918, 865]
